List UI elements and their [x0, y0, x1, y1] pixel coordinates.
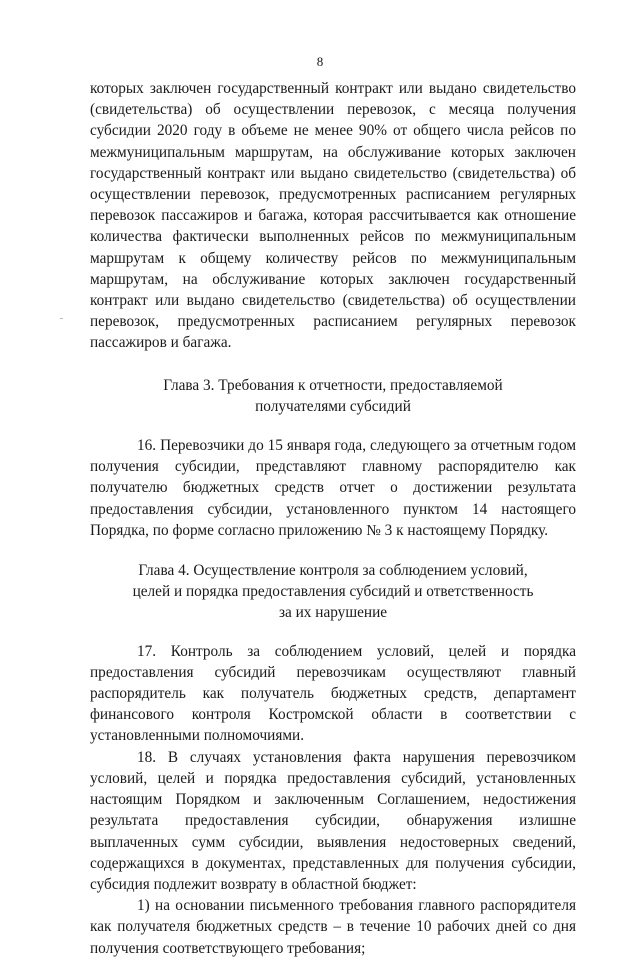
- margin-mark: [60, 318, 63, 319]
- chapter-4-heading-line-3: за их нарушение: [278, 604, 388, 622]
- chapter-3-heading-line-2: получателями субсидий: [255, 397, 411, 415]
- continuation-paragraph: которых заключен государственный контракт или выдано свидетельство (свидетельства) об осуществлении перевозок, с месяца получения субсидии 2020 году в объеме не менее 90% от общего числа рейсов по межмуниципальным маршрутам, на обслуживание которых заключен государственный контракт или выдано свидетельство (свидетельства) об осуществлении перевозок, предусмотренных расписанием регулярных перевозок пассажиров и багажа, которая рассчитывается как отношение количества фактически выполненных рейсов по межмуниципальным маршрутам к общему количеству рейсов по межмуниципальным маршрутам, на обслуживание которых заключен государственный контракт или выдано свидетельство (свидетельства) об осуществлении перевозок, предусмотренных расписанием регулярных перевозок пассажиров и багажа.: [90, 80, 576, 352]
- document-body: [90, 78, 576, 959]
- paragraph-16: 16. Перевозчики до 15 января года, следующего за отчетным годом получения субсидии, представляют главному распорядителю как получателю бюджетных средств отчет о достижении результата предоставления субсидии, установленного пунктом 14 настоящего Порядка, по форме согласно приложению № 3 к настоящему Порядку.: [90, 437, 576, 539]
- chapter-4-heading-line-1: Глава 4. Осуществление контроля за соблюдением условий,: [138, 562, 528, 580]
- page-number: 8: [316, 54, 324, 69]
- paragraph-18: 18. В случаях установления факта нарушения перевозчиком условий, целей и порядка предоставления субсидий, установленных настоящим Порядком и заключенным Соглашением, недостижения результата предоставления субсидии, обнаружения излишне выплаченных сумм субсидии, выявления недостоверных сведений, содержащихся в документах, представленных для получения субсидии, субсидия подлежит возврату в областной бюджет:: [90, 748, 576, 893]
- paragraph-17: 17. Контроль за соблюдением условий, целей и порядка предоставления субсидий перевозчикам осуществляют главный распорядитель как получатель бюджетных средств, департамент финансового контроля Костромской области в соответствии с установленными полномочиями.: [90, 642, 576, 745]
- chapter-4-heading: [90, 560, 576, 624]
- chapter-3-heading-line-1: Глава 3. Требования к отчетности, предоставляемой: [163, 376, 503, 394]
- chapter-3-heading: [90, 375, 576, 417]
- chapter-4-heading-line-2: целей и порядка предоставления субсидий и ответственность: [132, 583, 534, 601]
- paragraph-18-item-1: 1) на основании письменного требования главного распорядителя как получателя бюджетных средств – в течение 10 рабочих дней со дня получения соответствующего требования;: [90, 897, 576, 957]
